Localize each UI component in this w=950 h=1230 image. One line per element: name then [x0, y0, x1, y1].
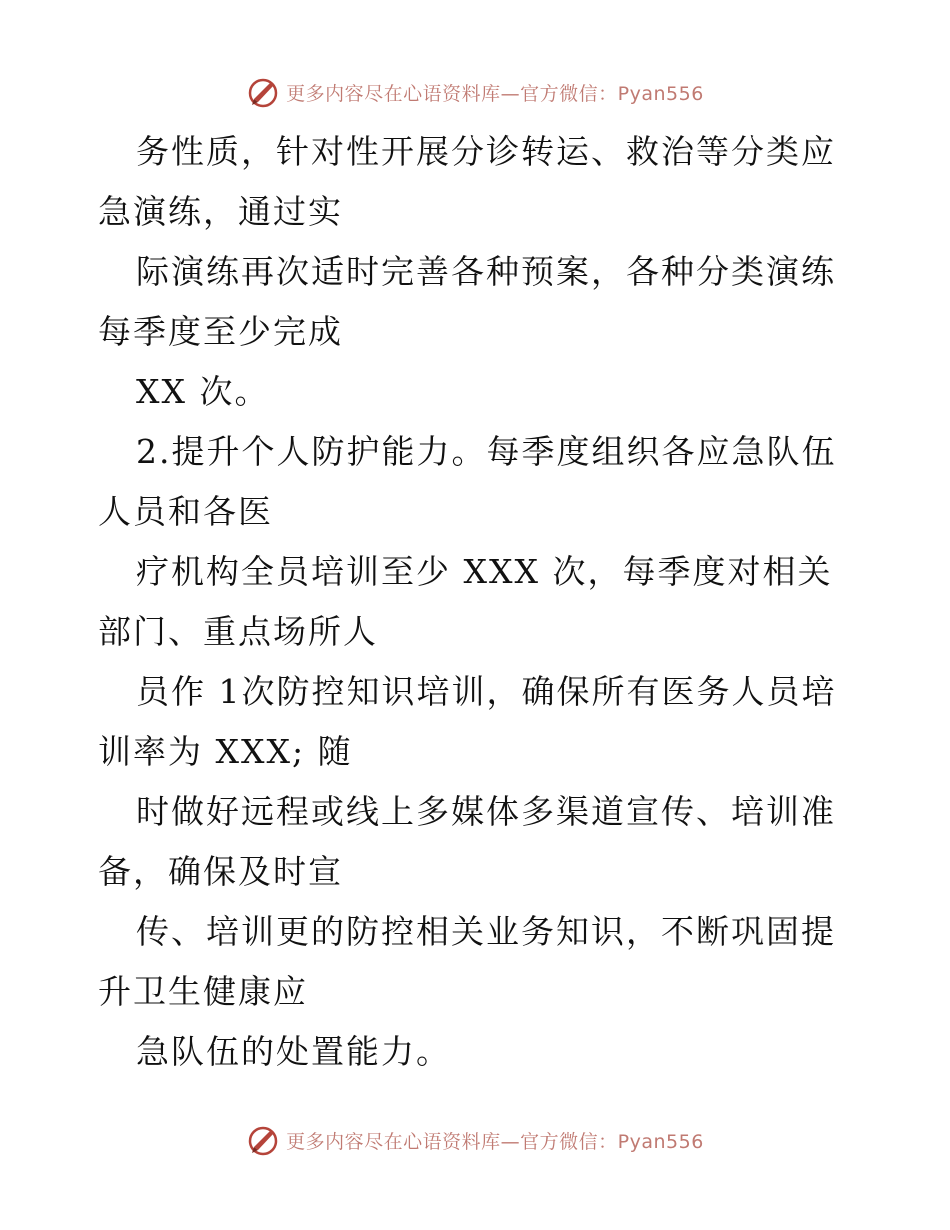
paragraph-line: 演练，通过实 [133, 192, 343, 231]
paragraph [98, 662, 858, 782]
paragraph [98, 902, 858, 1022]
header-banner [0, 72, 950, 112]
paragraph-line: 备，确保及时宣 [98, 852, 343, 891]
paragraph-line: XX 次。 [136, 372, 270, 411]
header-banner-text: 更多内容尽在心语资料库—官方微信：Pyan556 [286, 82, 704, 105]
paragraph-line: 员和各医 [133, 492, 273, 531]
pen-logo-icon [246, 75, 280, 109]
paragraph-line: 训率为 XXX; 随 [98, 732, 353, 771]
paragraph-line: 2.提升个人防护能力。每季度组织各应急队伍人 [98, 432, 837, 531]
paragraph-line: 员作 1次防控知识培训，确保所有医务人员培 [136, 672, 837, 711]
paragraph-line: 时做好远程或线上多媒体多渠道宣传、培训准 [136, 792, 836, 831]
paragraph [98, 422, 858, 542]
paragraph-line: 务性质，针对性开展分诊转运、救治等分类应急 [98, 132, 836, 231]
paragraph-line: 卫生健康应 [133, 972, 308, 1011]
paragraph-line: 季度至少完成 [133, 312, 343, 351]
footer-banner [0, 1120, 950, 1160]
paragraph [98, 242, 858, 362]
paragraph [98, 362, 858, 422]
paragraph-line: 际演练再次适时完善各种预案，各种分类演练每 [98, 252, 836, 351]
paragraph [98, 782, 858, 902]
paragraph [98, 542, 858, 662]
paragraph-line: 传、培训更的防控相关业务知识，不断巩固提升 [98, 912, 836, 1011]
pen-logo-icon [246, 1123, 280, 1157]
paragraph [98, 122, 858, 242]
footer-banner-text: 更多内容尽在心语资料库—官方微信：Pyan556 [286, 1130, 704, 1153]
paragraph-line: 急队伍的处置能力。 [136, 1032, 451, 1071]
paragraph [98, 1022, 858, 1082]
paragraph-line: 门、重点场所人 [133, 612, 378, 651]
paragraph-line: 疗机构全员培训至少 XXX 次，每季度对相关部 [98, 552, 833, 651]
document-body [98, 122, 858, 1082]
